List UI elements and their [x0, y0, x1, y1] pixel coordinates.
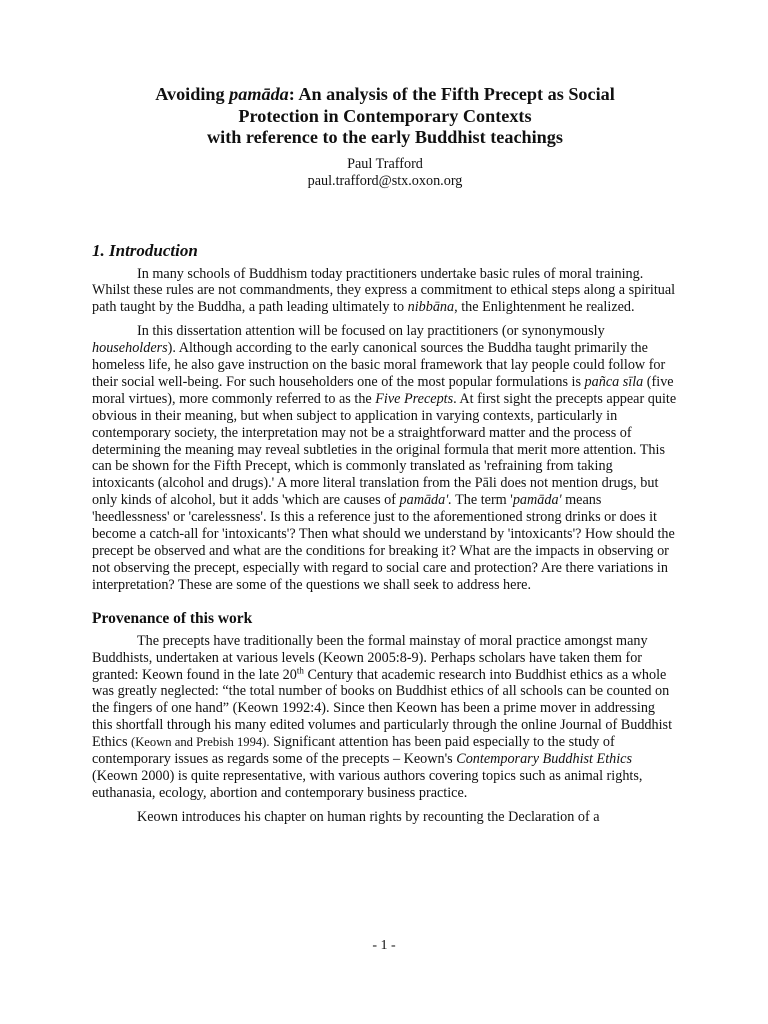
- author-block: [92, 156, 678, 190]
- title-line3: with reference to the early Buddhist teachings: [207, 127, 563, 147]
- paragraph: In many schools of Buddhism today practitioners undertake basic rules of moral training. Whilst these rules are not commandments, they express a commitment to ethical steps along a spiritual path taught by the Buddha, a path leading ultimately to nibbāna, the Enlightenment he realized.: [92, 265, 676, 316]
- page-number: - 1 -: [372, 938, 396, 953]
- paragraph: In this dissertation attention will be focused on lay practitioners (or synonymously householders). Although according to the early canonical sources the Buddha taught primarily the homeless life, he also gave instruction on the basic moral framework that lay people could follow for their social well-being. For such householders one of the most popular formulations is pañca sīla (five moral virtues), more commonly referred to as the Five Precepts. At first sight the precepts appear quite obvious in their meaning, but when subject to application in varying contexts, particularly in contemporary society, the interpretation may not be a straightforward matter and the process of determining the meaning may reveal subtleties in the original formula that merit more attention. This can be shown for the Fifth Precept, which is commonly translated as 'refraining from taking intoxicants (alcohol and drugs).' A more literal translation from the Pāli does not mention drugs, but only kinds of alcohol, but it adds 'which are causes of pamāda'. The term 'pamāda' means 'heedlessness' or 'carelessness'. Is this a reference just to the aforementioned strong drinks or does it become a catch-all for 'intoxicants'? Then what should we understand by 'intoxicants'? How should the precept be observed and what are the conditions for breaking it? What are the impacts in observing or not observing the precept, especially with regard to social care and protection? Are there variations in interpretation? These are some of the questions we shall seek to address here.: [92, 323, 677, 593]
- author-name: Paul Trafford: [347, 155, 423, 172]
- document-page: [92, 84, 678, 826]
- author-email: paul.trafford@stx.oxon.org: [307, 172, 463, 189]
- title-line1: Avoiding pamāda: An analysis of the Fifth Precept as Social: [155, 84, 615, 104]
- section-heading-introduction: 1. Introduction: [92, 240, 198, 260]
- paragraph: The precepts have traditionally been the formal mainstay of moral practice amongst many Buddhists, undertaken at various levels (Keown 2005:8-9). Perhaps scholars have taken them for granted: Keown found in the late 20th Century that academic research into Buddhist ethics as a whole was greatly neglected: “the total number of books on Buddhist ethics of all schools can be counted on the fingers of one hand” (Keown 1992:4). Since then Keown has been a prime mover in addressing this shortfall through his many edited volumes and particularly through the online Journal of Buddhist Ethics (Keown and Prebish 1994). Significant attention has been paid especially to the study of contemporary issues as regards some of the precepts – Keown's Contemporary Buddhist Ethics (Keown 2000) is quite representative, with various authors covering topics such as animal rights, euthanasia, ecology, abortion and contemporary business practice.: [92, 632, 673, 801]
- paragraph: Keown introduces his chapter on human rights by recounting the Declaration of a: [137, 808, 600, 825]
- paper-title: [92, 84, 678, 149]
- section-heading-provenance: Provenance of this work: [92, 609, 253, 627]
- title-line2: Protection in Contemporary Contexts: [238, 105, 532, 126]
